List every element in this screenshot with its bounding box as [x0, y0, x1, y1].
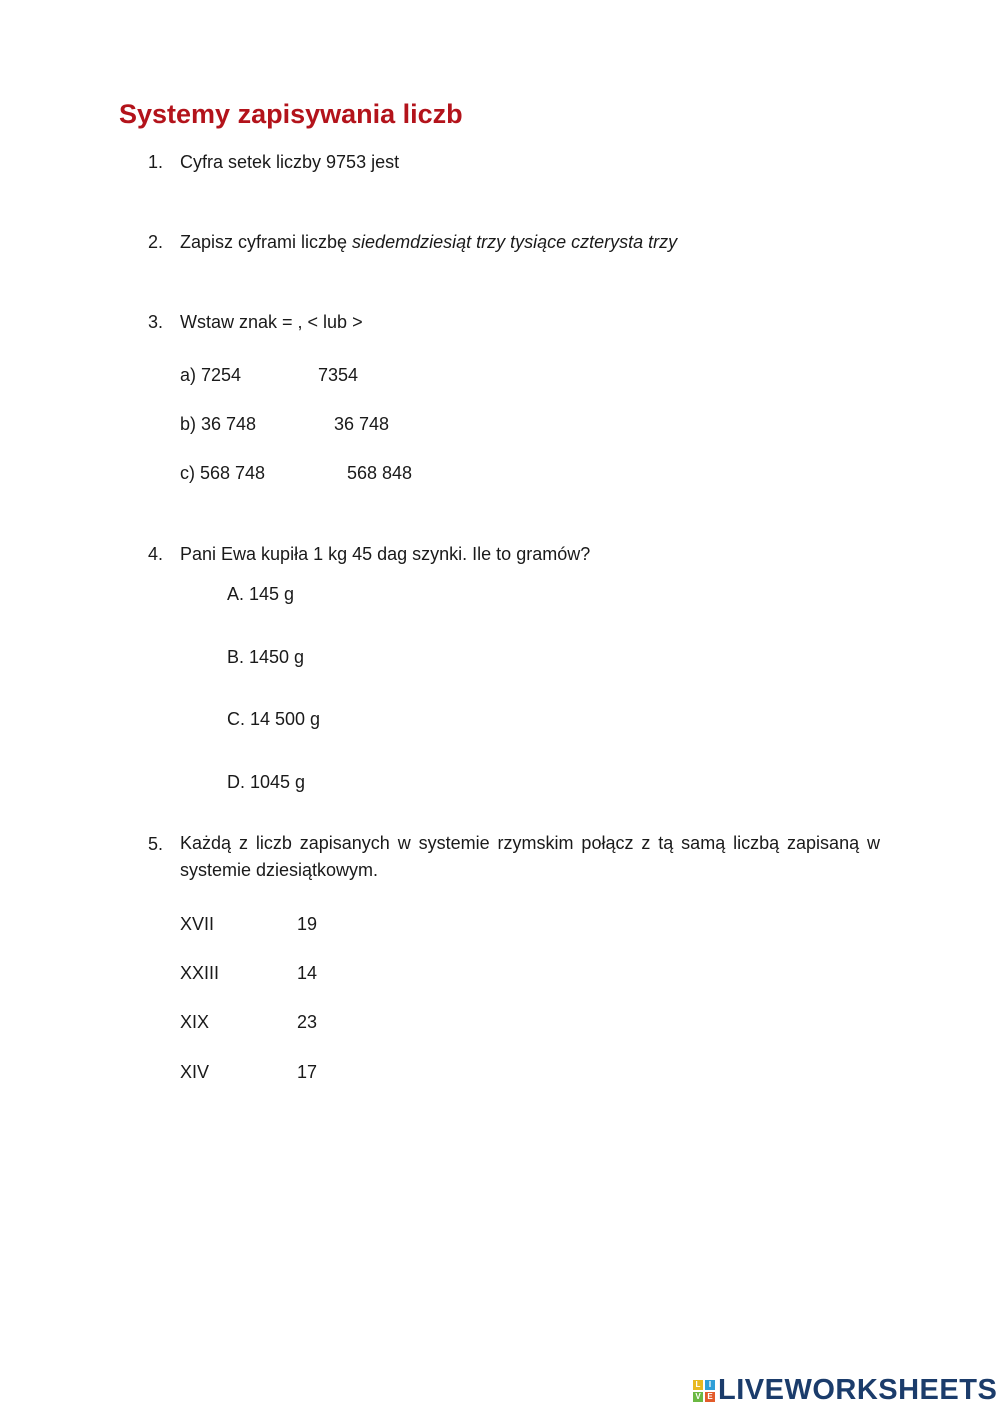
- question-4-text: Pani Ewa kupiła 1 kg 45 dag szynki. Ile to gramów?: [180, 544, 591, 564]
- roman-numeral: XXIII: [180, 963, 220, 983]
- answer-option-d: D. 1045 g: [227, 772, 306, 792]
- brand-name: LIVEWORKSHEETS: [718, 1374, 998, 1406]
- logo-tile: V: [693, 1392, 703, 1402]
- question-5-text: Każdą z liczb zapisanych w systemie rzymskim połącz z tą samą liczbą zapisaną w systemie dziesiątkowym.: [180, 833, 880, 880]
- question-3-text: Wstaw znak = , < lub >: [180, 312, 363, 332]
- answer-option-b: B. 1450 g: [227, 647, 305, 667]
- logo-tile: I: [705, 1380, 715, 1390]
- question-2-number-words: siedemdziesiąt trzy tysiące czterysta trzy: [352, 232, 678, 252]
- compare-c-right: 568 848: [347, 463, 413, 483]
- roman-numeral: XIV: [180, 1062, 210, 1082]
- question-2-lead: Zapisz cyframi liczbę: [180, 232, 353, 252]
- question-2-text: [180, 233, 677, 251]
- compare-c-left: c) 568 748: [180, 463, 266, 483]
- compare-b-right: 36 748: [334, 414, 390, 434]
- question-2-number: 2.: [148, 232, 164, 252]
- logo-tile: E: [705, 1392, 715, 1402]
- decimal-number: 19: [297, 914, 318, 934]
- question-3-number: 3.: [148, 312, 164, 332]
- decimal-number: 23: [297, 1012, 318, 1032]
- logo-tile: L: [693, 1380, 703, 1390]
- liveworksheets-icon: [693, 1380, 715, 1402]
- question-5-number: 5.: [148, 834, 164, 854]
- page-title: Systemy zapisywania liczb: [119, 99, 463, 129]
- question-1-text: Cyfra setek liczby 9753 jest: [180, 152, 400, 172]
- answer-option-c: C. 14 500 g: [227, 709, 321, 729]
- compare-a-right: 7354: [318, 365, 359, 385]
- liveworksheets-logo: [693, 1376, 997, 1405]
- compare-b-left: b) 36 748: [180, 414, 257, 434]
- decimal-number: 17: [297, 1062, 318, 1082]
- question-1-number: 1.: [148, 152, 164, 172]
- compare-a-left: a) 7254: [180, 365, 242, 385]
- question-4-number: 4.: [148, 544, 164, 564]
- decimal-number: 14: [297, 963, 318, 983]
- roman-numeral: XVII: [180, 914, 215, 934]
- roman-numeral: XIX: [180, 1012, 210, 1032]
- answer-option-a: A. 145 g: [227, 584, 295, 604]
